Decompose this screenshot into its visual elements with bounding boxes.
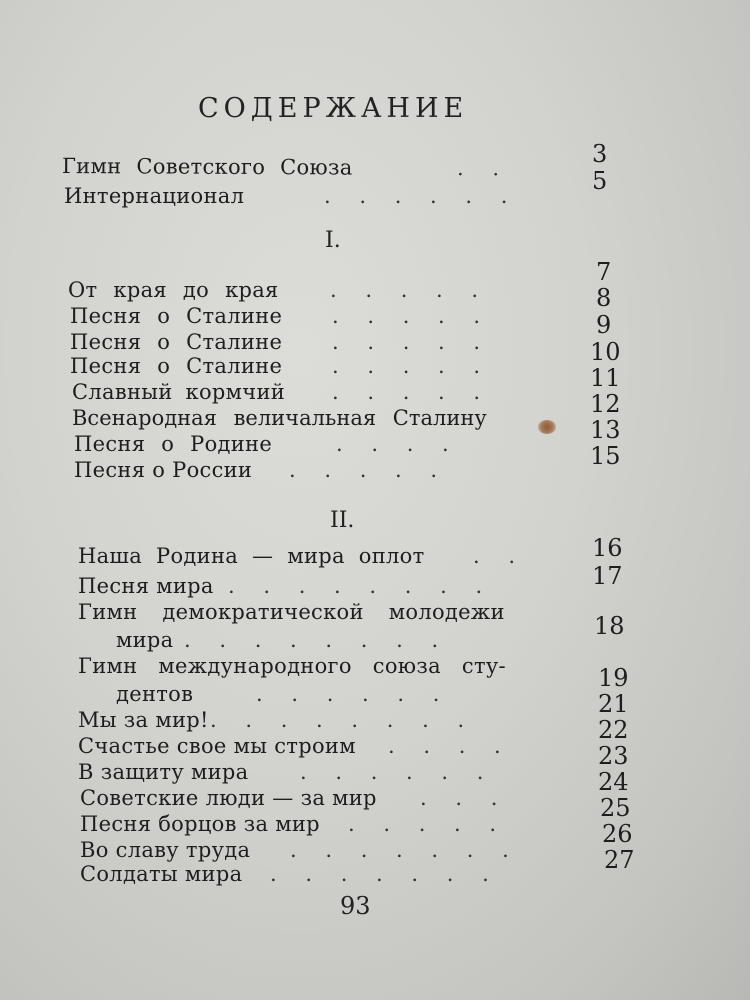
entry-title: дентов [116, 682, 194, 706]
entry-title: Солдаты мира [80, 862, 243, 886]
entry-title: Песня о Сталине [70, 354, 283, 378]
dot-leader: . . . . . [289, 458, 449, 482]
entry-title: Советские люди — за мир [80, 786, 377, 810]
entry-title: Песня о Сталине [70, 330, 283, 354]
dot-leader: . . . . . [332, 330, 492, 354]
dot-leader: . . . . [388, 734, 512, 758]
dot-leader: . . . . . [332, 380, 492, 404]
paper-stain [538, 420, 556, 434]
toc-page-number: 7 [596, 258, 612, 286]
toc-page-number: 22 [598, 716, 629, 744]
entry-title: Песня мира [78, 574, 214, 598]
dot-leader: . . . . . . [324, 184, 519, 208]
entry-title: От края до края [68, 278, 279, 302]
toc-page-number: 15 [590, 442, 621, 470]
entry-title: мира [116, 628, 174, 652]
toc-page-number: 19 [598, 664, 629, 692]
entry-title: Всенародная величальная Сталину [72, 406, 487, 430]
entry-title: Во славу труда [80, 838, 251, 862]
dot-leader: . . . . . . . . [228, 574, 494, 598]
dot-leader: . . . . . . . . [210, 708, 476, 732]
dot-leader: . . . . [336, 432, 460, 456]
toc-page-number: 18 [594, 612, 625, 640]
entry-title: В защиту мира [78, 760, 249, 784]
toc-page-number: 9 [596, 311, 612, 339]
entry-title: Мы за мир! [78, 708, 209, 732]
entry-title: Песня борцов за мир [80, 812, 320, 836]
entry-title: Счастье свое мы строим [78, 734, 356, 758]
entry-title: Гимн Советского Союза [61, 154, 353, 180]
entry-title: Песня о Сталине [70, 304, 283, 328]
toc-page-number: 8 [596, 284, 612, 312]
entry-title: Интернационал [64, 184, 245, 208]
dot-leader: . . . . . [330, 278, 490, 302]
dot-leader: . . . [420, 786, 509, 810]
dot-leader: . . . . . [332, 354, 492, 378]
section-numeral: II. [330, 508, 355, 533]
dot-leader: . . . . . . [256, 682, 451, 706]
toc-page-number: 16 [592, 534, 623, 562]
toc-heading: СОДЕРЖАНИЕ [198, 93, 469, 124]
dot-leader: . . . . . [348, 812, 508, 836]
toc-page-number: 25 [600, 794, 631, 822]
toc-page-number: 24 [598, 768, 629, 796]
toc-page-number: 12 [590, 390, 621, 418]
section-numeral: I. [325, 228, 341, 253]
toc-page-number: 23 [598, 742, 629, 770]
dot-leader: . . [473, 544, 527, 568]
entry-title: Гимн международного союза сту- [78, 654, 506, 678]
toc-page-number: 3 [592, 140, 608, 168]
toc-page-number: 27 [604, 846, 635, 874]
toc-page-number: 13 [590, 416, 621, 444]
toc-page-number: 21 [598, 690, 629, 718]
entry-title: Гимн демократической молодежи [78, 600, 505, 624]
entry-title: Песня о России [74, 458, 253, 482]
toc-page-number: 11 [590, 364, 621, 392]
entry-title: Славный кормчий [72, 380, 286, 404]
dot-leader: . . [456, 156, 511, 181]
dot-leader: . . . . . . [300, 760, 495, 784]
entry-title: Наша Родина — мира оплот [78, 544, 425, 568]
toc-page-number: 17 [592, 562, 623, 590]
entry-title: Песня о Родине [74, 432, 273, 456]
page-number: 93 [340, 892, 371, 920]
toc-page-number: 5 [592, 167, 608, 195]
dot-leader: . . . . . [332, 304, 492, 328]
dot-leader: . . . . . . . . [184, 628, 450, 652]
dot-leader: . . . . . . . [290, 838, 520, 862]
toc-page-number: 26 [602, 820, 633, 848]
toc-page-number: 10 [590, 338, 621, 366]
dot-leader: . . . . . . . [270, 862, 500, 886]
